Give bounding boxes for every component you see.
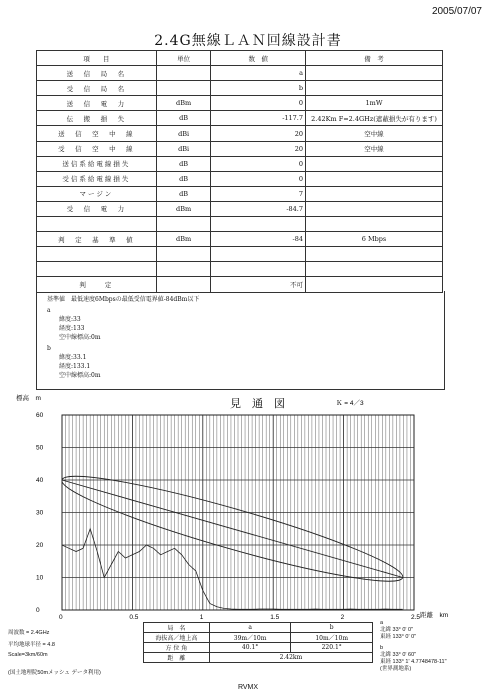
- y-tick-label: 10: [36, 574, 44, 582]
- station-b-lon: 経度:133.1: [59, 363, 91, 370]
- table-row: [37, 277, 443, 292]
- table-row: [37, 217, 443, 232]
- table-cell-note: [306, 262, 443, 277]
- table-cell-item: 受信系給電線損失: [37, 171, 157, 186]
- table-row: [37, 247, 443, 262]
- chart-title: 見 通 図: [230, 397, 285, 410]
- table-cell-unit: dBi: [156, 126, 211, 141]
- table-row: [37, 111, 443, 126]
- table-cell-unit: [156, 66, 211, 81]
- station-notes: [36, 291, 445, 390]
- table-cell-unit: dBm: [156, 201, 211, 216]
- coords-block: [380, 620, 447, 673]
- summary-height-a: 39m／10m: [209, 633, 291, 643]
- table-cell-note: [306, 247, 443, 262]
- x-tick-label: 2.5: [411, 614, 421, 621]
- y-tick-label: 60: [36, 412, 44, 419]
- table-cell-value: 不可: [211, 277, 306, 292]
- table-row: [37, 141, 443, 156]
- table-cell-note: [306, 201, 443, 216]
- table-header-cell: 単位: [156, 51, 211, 66]
- table-cell-item: 伝 搬 損 失: [37, 111, 157, 126]
- footer-code: RVMX: [237, 684, 259, 691]
- scale-note: Scale=3km/60m: [8, 652, 48, 658]
- x-axis-label: 距離 km: [420, 612, 449, 619]
- table-cell-item: 送 信 空 中 線: [37, 126, 157, 141]
- table-cell-value: 20: [211, 141, 306, 156]
- y-tick-label: 20: [36, 542, 44, 549]
- table-cell-note: [306, 156, 443, 171]
- table-cell-unit: [156, 247, 211, 262]
- table-cell-note: [306, 217, 443, 232]
- summary-azimuth-label: 方 位 角: [144, 643, 210, 653]
- link-design-table: [36, 50, 443, 293]
- table-cell-value: 20: [211, 126, 306, 141]
- table-row: [37, 232, 443, 247]
- table-cell-note: [306, 171, 443, 186]
- table-cell-item: 受 信 電 力: [37, 201, 157, 216]
- criteria-text: 基準値 最低速度6Mbpsの最低受信電界値-84dBm以下: [47, 296, 200, 303]
- table-cell-value: -84: [211, 232, 306, 247]
- table-cell-item: マージン: [37, 186, 157, 201]
- summary-distance-value: 2.42km: [209, 653, 372, 663]
- table-cell-value: -84.7: [211, 201, 306, 216]
- coord-a-lon: 東経 133° 0' 0": [380, 634, 417, 640]
- summary-header-a: a: [209, 623, 291, 633]
- table-cell-item: [37, 262, 157, 277]
- table-cell-unit: dBm: [156, 96, 211, 111]
- table-cell-note: [306, 81, 443, 96]
- x-tick-label: 1: [199, 614, 204, 621]
- table-row: [37, 126, 443, 141]
- station-b-label: b: [47, 345, 51, 352]
- summary-header-b: b: [291, 623, 373, 633]
- table-cell-item: 送信系給電線損失: [37, 156, 157, 171]
- document-title: 2.4G無線ＬＡＮ回線設計書: [154, 33, 342, 49]
- table-cell-note: 1mW: [306, 96, 443, 111]
- table-row: [37, 186, 443, 201]
- coord-a-lat: 北緯 33° 0' 0": [380, 627, 414, 633]
- table-row: [37, 156, 443, 171]
- summary-azimuth-b: 220.1°: [291, 643, 373, 653]
- station-a-label: a: [47, 307, 51, 314]
- table-cell-unit: dB: [156, 156, 211, 171]
- table-cell-unit: dBm: [156, 232, 211, 247]
- x-tick-label: 2: [340, 614, 345, 621]
- table-cell-value: [211, 262, 306, 277]
- station-summary-table: [143, 622, 373, 663]
- y-tick-label: 40: [36, 477, 44, 484]
- source-note: (国土地理院50mメッシュ データ利用): [8, 670, 101, 676]
- document-date: 2005/07/07: [431, 6, 482, 17]
- station-a-height: 空中線標高:0m: [59, 334, 101, 341]
- table-cell-unit: dB: [156, 171, 211, 186]
- table-cell-note: 空中線: [306, 141, 443, 156]
- summary-height-b: 10m／10m: [291, 633, 373, 643]
- x-tick-label: 0.5: [129, 614, 139, 621]
- table-cell-value: b: [211, 81, 306, 96]
- coord-a-label: a: [380, 620, 384, 626]
- table-cell-value: 0: [211, 96, 306, 111]
- table-cell-item: 送 信 電 力: [37, 96, 157, 111]
- x-tick-label: 0: [59, 614, 63, 621]
- table-cell-item: 判 定: [37, 277, 157, 292]
- table-cell-value: 0: [211, 156, 306, 171]
- table-cell-note: [306, 186, 443, 201]
- table-cell-value: [211, 217, 306, 232]
- table-cell-unit: dB: [156, 111, 211, 126]
- summary-azimuth-a: 40.1°: [209, 643, 291, 653]
- table-cell-item: 送 信 局 名: [37, 66, 157, 81]
- y-tick-label: 0: [36, 607, 40, 614]
- table-cell-value: a: [211, 66, 306, 81]
- y-tick-label: 30: [36, 509, 44, 517]
- table-cell-unit: [156, 81, 211, 96]
- table-cell-value: -117.7: [211, 111, 306, 126]
- coord-b-note: (世界測地系): [380, 666, 412, 672]
- x-tick-label: 1.5: [270, 614, 280, 621]
- table-cell-note: [306, 277, 443, 292]
- table-row: [37, 81, 443, 96]
- terrain-profile: [62, 529, 403, 610]
- table-cell-note: 6 Mbps: [306, 232, 443, 247]
- table-cell-item: 受 信 空 中 線: [37, 141, 157, 156]
- table-cell-unit: dBi: [156, 141, 211, 156]
- coord-b-lat: 北緯 33° 0' 60": [380, 652, 417, 658]
- summary-header-station: 局 名: [144, 623, 210, 633]
- table-row: [37, 66, 443, 81]
- k-factor-label: Ｋ = 4／3: [336, 400, 364, 407]
- table-cell-item: [37, 247, 157, 262]
- station-b-lat: 緯度:33.1: [59, 354, 87, 361]
- table-cell-item: [37, 217, 157, 232]
- table-cell-item: 受 信 局 名: [37, 81, 157, 96]
- y-tick-label: 50: [36, 444, 44, 452]
- summary-distance-label: 距 離: [144, 653, 210, 663]
- line-of-sight: [62, 480, 403, 578]
- table-cell-unit: [156, 217, 211, 232]
- coord-b-lon: 東経 133° 1' 4.7748478-11": [380, 659, 447, 665]
- y-axis-label: 標高 m: [16, 395, 41, 402]
- table-row: [37, 201, 443, 216]
- radius-note: 平均地球半径 = 4.8: [8, 642, 55, 648]
- table-cell-item: 判 定 基 準 値: [37, 232, 157, 247]
- freq-note: 周波数 = 2.4GHz: [8, 630, 50, 636]
- table-cell-value: [211, 247, 306, 262]
- table-cell-note: 空中線: [306, 126, 443, 141]
- summary-height-label: 海抜高／地上高: [144, 633, 210, 643]
- station-a-lat: 緯度:33: [59, 316, 81, 323]
- table-cell-unit: [156, 277, 211, 292]
- table-cell-unit: dB: [156, 186, 211, 201]
- table-row: [37, 96, 443, 111]
- table-header-cell: 備 考: [306, 51, 443, 66]
- table-header-cell: 数 値: [211, 51, 306, 66]
- station-b-height: 空中線標高:0m: [59, 372, 101, 379]
- station-a-lon: 経度:133: [59, 325, 85, 332]
- table-header-cell: 項 目: [37, 51, 157, 66]
- table-cell-value: 0: [211, 171, 306, 186]
- table-cell-value: 7: [211, 186, 306, 201]
- coord-b-label: b: [380, 645, 384, 651]
- table-cell-unit: [156, 262, 211, 277]
- table-row: [37, 171, 443, 186]
- table-row: [37, 262, 443, 277]
- table-cell-note: 2.42Km F=2.4GHz(遮蔽損失が有ります): [306, 111, 443, 126]
- table-cell-note: [306, 66, 443, 81]
